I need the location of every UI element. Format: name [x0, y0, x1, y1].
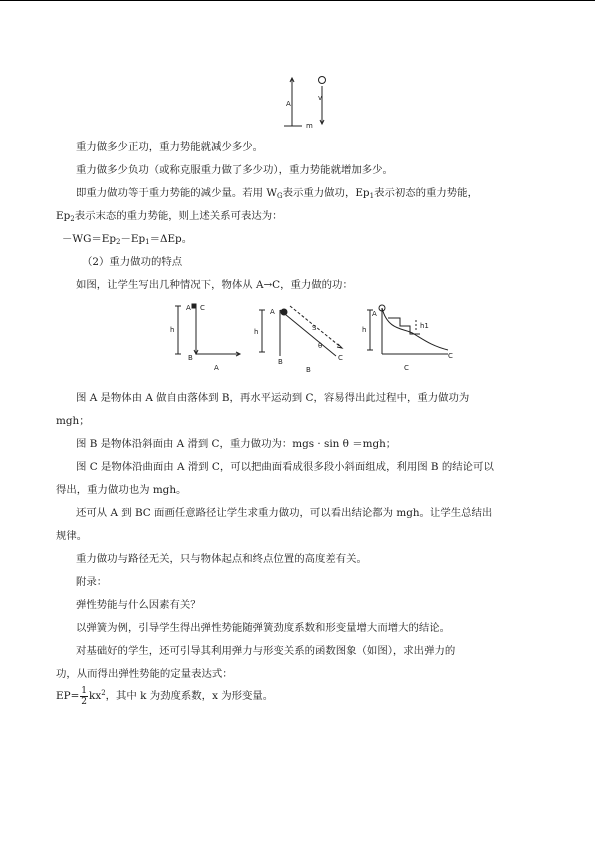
curve-path: [382, 308, 448, 350]
text: kx: [89, 690, 102, 702]
figure-b: [250, 300, 350, 372]
label-c: C: [338, 354, 343, 362]
text: －Ep: [120, 233, 146, 245]
label-c: C: [448, 352, 453, 360]
para-advanced-cont: 功，从而得出弹性势能的定量表达式：: [56, 668, 233, 680]
text: 表示重力做功，Ep: [282, 187, 370, 199]
incline: [280, 310, 336, 356]
label-h: h: [170, 326, 175, 334]
figure-c: [360, 298, 460, 372]
para-advanced: 对基础好的学生，还可引导其利用弹力与形变关系的函数图象（如图），求出弹力的: [76, 645, 456, 657]
para-figure-a-cont: mgh；: [56, 415, 90, 427]
figure-a: [162, 300, 248, 372]
label-c: C: [200, 304, 205, 312]
denominator: 2: [81, 696, 88, 707]
para-elastic-question: 弹性势能与什么因素有关？: [76, 599, 201, 611]
caption: C: [404, 364, 409, 372]
para-negative-work: 重力做多少负功（或称克服重力做了多少功），重力势能就增加多少。: [76, 164, 393, 176]
para-spring-example: 以弹簧为例，引导学生得出弹性势能随弹簧劲度系数和形变量增大而增大的结论。: [76, 622, 451, 634]
label-h1: h1: [420, 322, 429, 330]
para-work-definition-cont: [56, 209, 546, 223]
para-work-definition: [76, 186, 546, 200]
para-figure-b: 图 B 是物体沿斜面由 A 滑到 C，重力做功为：mgs · sin θ ＝mgh；: [76, 438, 397, 450]
caption: A: [214, 364, 219, 372]
label-h: h: [254, 328, 259, 336]
ball: [319, 77, 326, 84]
label-a: A: [372, 310, 377, 318]
label-a: A: [186, 304, 191, 312]
text: 即重力做功等于重力势能的减少量。若用 W: [76, 187, 278, 199]
label-b: B: [278, 358, 283, 366]
label-a: A: [270, 308, 275, 316]
subscript: 1: [145, 238, 150, 246]
label-h: h: [362, 326, 367, 334]
subscript: G: [277, 192, 283, 200]
text: 表示初态的重力势能，: [374, 187, 478, 199]
label-a: A: [286, 100, 291, 108]
para-figure-c-cont: 得出，重力做功也为 mgh。: [56, 484, 187, 496]
caption: B: [306, 366, 311, 372]
para-figure-c: 图 C 是物体沿曲面由 A 滑到 C，可以把曲面看成很多段小斜面组成，利用图 B 的结论可以: [76, 461, 494, 473]
superscript: 2: [101, 689, 106, 697]
text: Ep: [56, 210, 71, 222]
step-approximation: [388, 318, 420, 334]
text: －WG＝Ep: [62, 233, 116, 245]
text: ＝ΔEp。: [149, 233, 193, 245]
formula-work-energy: [62, 232, 552, 246]
top-rule: [0, 0, 595, 1]
label-v: v: [318, 94, 323, 102]
figure-top: [280, 74, 340, 132]
para-any-path-cont: 规律。: [56, 530, 88, 542]
para-figure-a: 图 A 是物体由 A 做自由落体到 B，再水平运动到 C，容易得出此过程中，重力做功为: [76, 392, 470, 404]
para-any-path: 还可从 A 到 BC 面画任意路径让学生求重力做功，可以看出结论都为 mgh。让学生总结出: [76, 507, 493, 519]
section-heading: （2）重力做功的特点: [82, 256, 183, 268]
subscript: 1: [369, 192, 375, 200]
label-b: B: [188, 354, 193, 362]
label-theta: θ: [318, 342, 323, 350]
numerator: 1: [81, 685, 88, 696]
label-s: S: [312, 324, 317, 332]
subscript: 2: [70, 215, 75, 223]
text: EP=: [56, 690, 80, 702]
label-m: m: [306, 122, 313, 130]
formula-elastic-energy: [56, 684, 546, 708]
para-conclusion: 重力做功与路径无关，只与物体起点和终点位置的高度差有关。: [76, 553, 367, 565]
para-positive-work: 重力做多少正功，重力势能就减少多少。: [76, 141, 264, 153]
text: ，其中 k 为劲度系数，x 为形变量。: [105, 690, 274, 702]
subscript: 2: [116, 238, 121, 246]
para-figures-intro: 如图，让学生写出几种情况下，物体从 A→C，重力做的功：: [76, 279, 353, 291]
text: 表示末态的重力势能，则上述关系可表达为：: [74, 210, 283, 222]
fraction: [80, 686, 88, 707]
appendix-heading: 附录：: [76, 576, 108, 588]
